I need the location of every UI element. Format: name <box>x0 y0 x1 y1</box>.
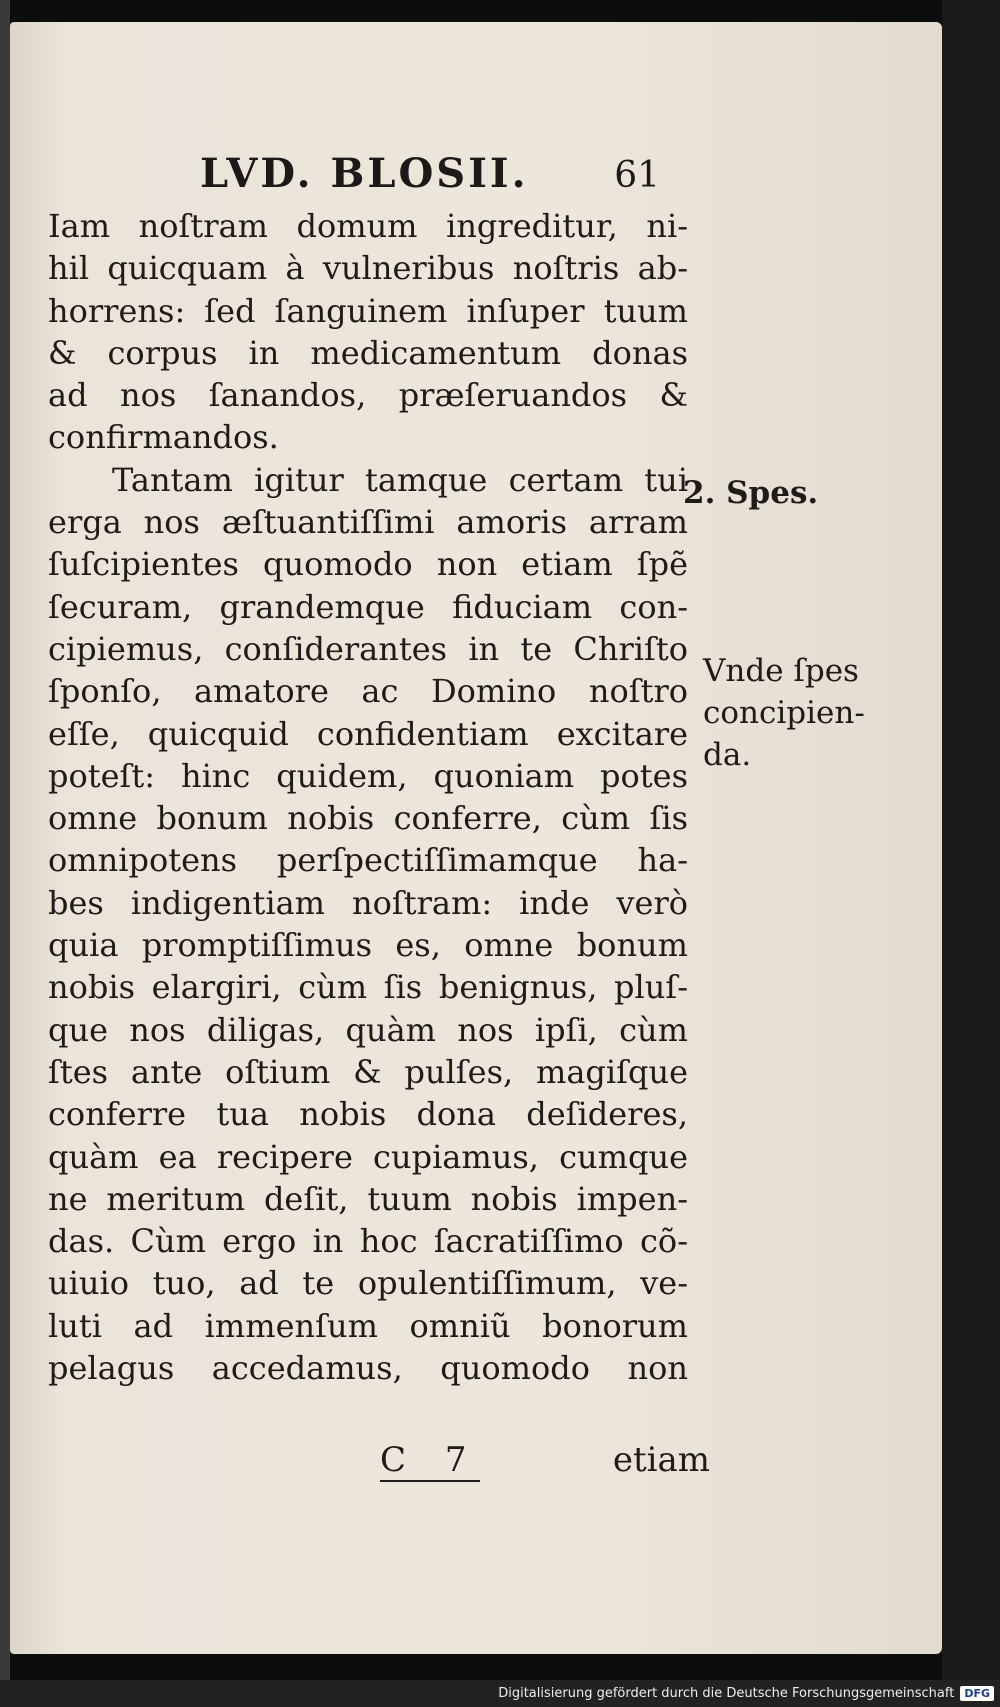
binding-edge <box>0 0 10 1680</box>
text-line: ſuſcipientes quomodo non etiam ſpẽ <box>48 545 688 584</box>
catchword: etiam <box>612 1440 710 1480</box>
text-line: & corpus in medicamentum donas <box>48 333 688 372</box>
page-number: 61 <box>614 155 660 196</box>
dfg-logo-icon: DFG <box>960 1686 994 1701</box>
text-line: Tantam igitur tamque certam tui <box>112 460 688 499</box>
text-line: quia promptiſſimus es, omne bonum <box>48 926 688 965</box>
text-line: pelagus accedamus, quomodo non <box>48 1349 688 1388</box>
page-footer <box>380 1440 710 1490</box>
running-title: LVD. BLOSII. <box>200 150 529 197</box>
digitization-credit-bar <box>0 1680 1000 1707</box>
text-line: confirmandos. <box>48 418 279 457</box>
text-line: Iam noſtram domum ingreditur, ni- <box>48 207 688 245</box>
body-text <box>48 205 688 1389</box>
margin-note-unde <box>703 650 865 776</box>
text-line: nobis elargiri, cùm ſis benignus, pluſ- <box>48 968 688 1007</box>
text-line: quàm ea recipere cupiamus, cumque <box>48 1137 688 1176</box>
text-line: bes indigentiam noſtram: inde verò <box>48 883 688 922</box>
text-line: ad nos ſanandos, præſeruandos & <box>48 376 688 415</box>
margin-note-line: concipien- <box>703 695 865 731</box>
margin-note-spes: 2. Spes. <box>683 475 819 511</box>
margin-note-line: da. <box>703 737 752 773</box>
text-line: ſponſo, amatore ac Domino noſtro <box>48 672 688 711</box>
text-line: que nos diligas, quàm nos ipſi, cùm <box>48 1010 688 1049</box>
text-line: ne meritum deſit, tuum nobis impen- <box>48 1179 688 1218</box>
text-line: ſtes ante oſtium & pulſes, magiſque <box>48 1052 688 1091</box>
text-line: uiuio tuo, ad te opulentiſſimum, ve- <box>48 1264 688 1303</box>
text-line: horrens: ſed ſanguinem inſuper tuum <box>48 291 688 330</box>
margin-note-line: Vnde ſpes <box>703 653 859 689</box>
text-line: conferre tua nobis dona deſideres, <box>48 1095 688 1134</box>
running-header <box>200 150 660 210</box>
text-line: hil quicquam à vulneribus noſtris ab- <box>48 249 688 288</box>
text-line: eſſe, quicquid confidentiam excitare <box>48 714 688 753</box>
text-line: ſecuram, grandemque fiduciam con- <box>48 587 688 626</box>
text-line: omne bonum nobis conferre, cùm ſis <box>48 799 688 838</box>
digitization-credit-text: Digitalisierung gefördert durch die Deutsche Forschungsgemeinschaft <box>498 1686 955 1701</box>
text-line: poteſt: hinc quidem, quoniam potes <box>48 756 688 795</box>
text-line: erga nos æſtuantiſſimi amoris arram <box>48 503 688 542</box>
text-line: cipiemus, conſiderantes in te Chriſto <box>48 629 688 668</box>
text-line: das. Cùm ergo in hoc ſacratiſſimo cõ- <box>48 1222 688 1261</box>
scan-border-right <box>942 0 1000 1680</box>
signature-mark: C 7 <box>380 1440 481 1480</box>
text-line: luti ad immenſum omniũ bonorum <box>48 1306 688 1345</box>
text-line: omnipotens perſpectiſſimamque ha- <box>48 841 688 880</box>
